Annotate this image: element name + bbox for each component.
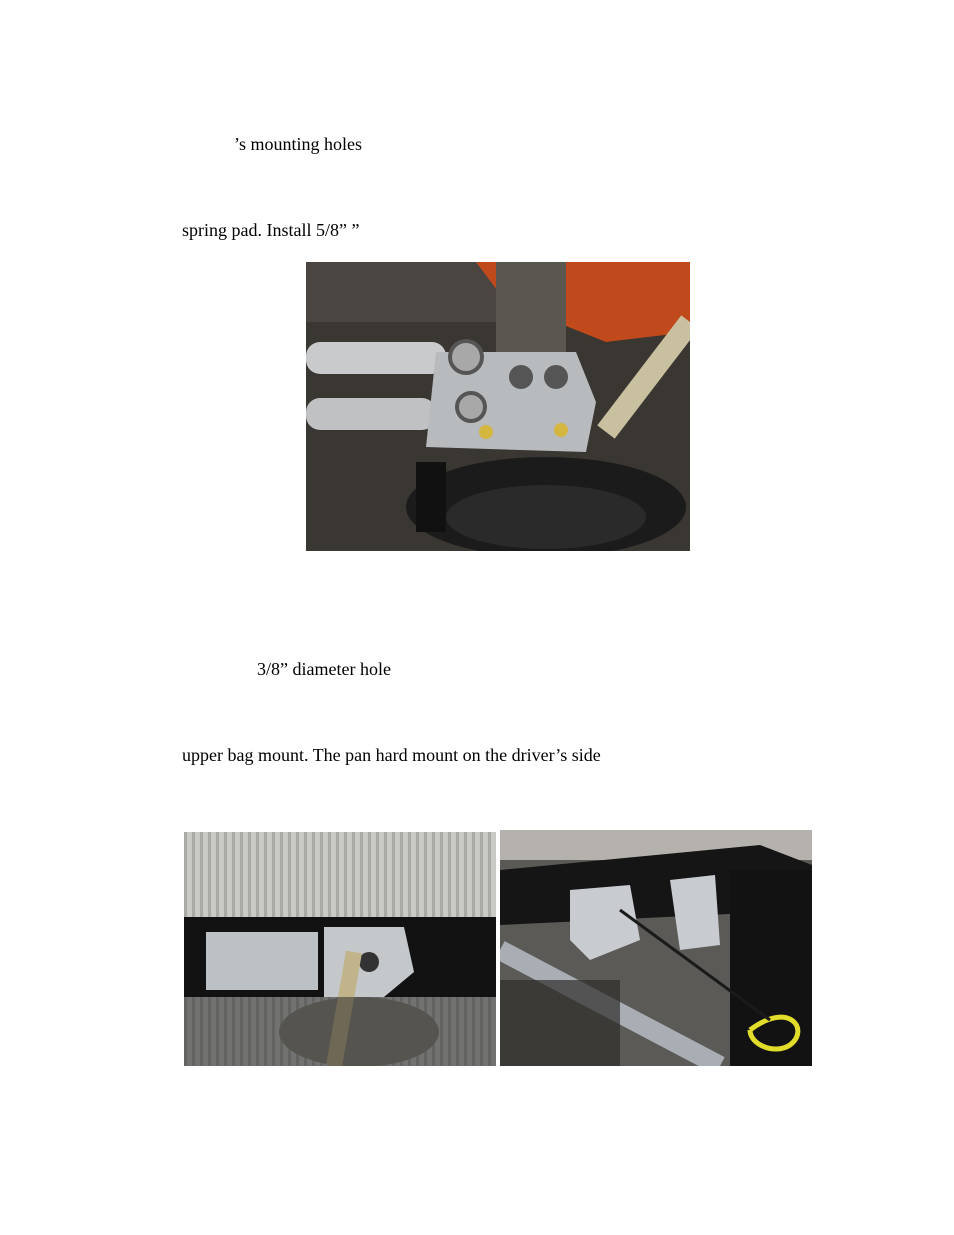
engine-bay-mount-photo	[500, 830, 812, 1066]
text-line-mounting-holes: ’s mounting holes	[234, 134, 363, 154]
frame-mount-photo	[184, 832, 496, 1066]
axle-bracket-photo	[306, 262, 690, 551]
text-line-spring-pad: spring pad. Install 5/8” ”	[182, 220, 360, 240]
text-line-diameter-hole: 3/8” diameter hole	[257, 659, 391, 679]
text-line-upper-bag-mount: upper bag mount. The pan hard mount on the driver’s side	[182, 745, 601, 765]
